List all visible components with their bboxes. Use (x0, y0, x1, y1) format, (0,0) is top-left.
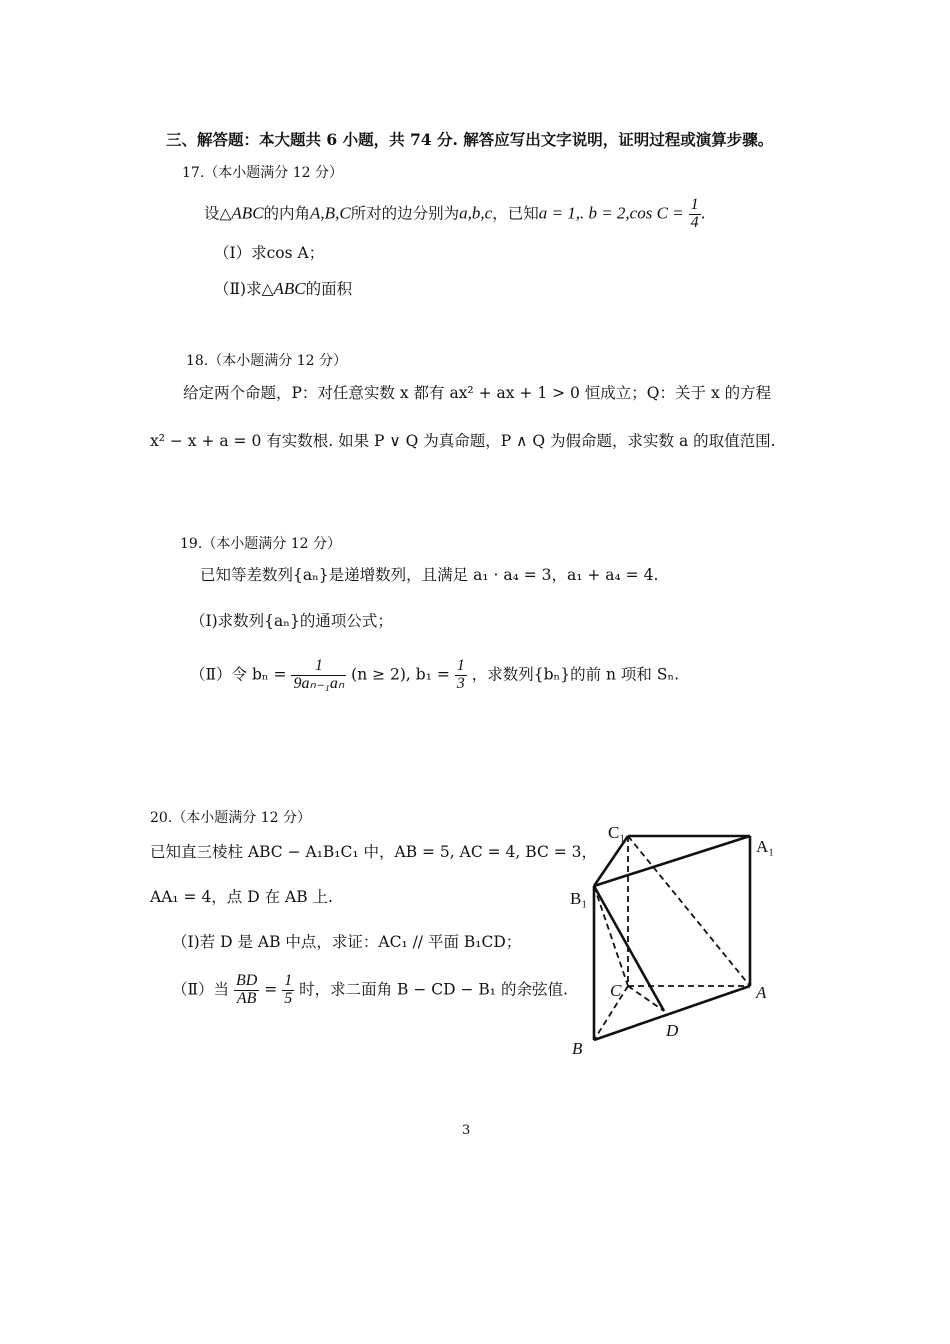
label-a1: A₁ (756, 837, 775, 856)
q17-fraction: $\frac{1}{4}$ (690, 196, 699, 231)
label-d: D (666, 1021, 679, 1040)
label-b1: B₁ (570, 889, 588, 908)
q20-fraction-bd-ab: $\frac{BD}{AB}$ (235, 972, 258, 1007)
hidden-edge-c-d (628, 986, 664, 1011)
label-b: B (572, 1039, 583, 1058)
q19-part2: （Ⅱ）令 bₙ = $\frac{1}{\text{9aₙ₋₁aₙ}}$ (n ≥ 2), b₁ = $\frac{1}{3}$ ，求数列{bₙ}的前 n 项和 Sₙ. (190, 657, 680, 692)
label-c1: C₁ (608, 823, 626, 842)
q18-line2: x² − x + a = 0 有实数根. 如果 P ∨ Q 为真命题，P ∧ Q 为假命题，求实数 a 的取值范围. (150, 432, 776, 450)
q20-line2: AA₁ = 4，点 D 在 AB 上. (150, 888, 333, 906)
q20-fraction-one-fifth: $\frac{1}{5}$ (284, 972, 293, 1007)
q17-part2: （Ⅱ)求△ABC的面积 (214, 279, 353, 298)
section-heading: 三、解答题：本大题共 6 小题，共 74 分. 解答应写出文字说明，证明过程或演算步骤。 (166, 130, 774, 149)
q19-title: 19.（本小题满分 12 分） (180, 536, 341, 552)
q17-title: 17.（本小题满分 12 分） (182, 165, 343, 181)
edge-b1-a1 (594, 836, 750, 886)
q17-part1: （Ⅰ）求cos A； (214, 244, 325, 262)
hidden-edge-c1-a (628, 836, 750, 986)
q19-fraction-b1: $\frac{1}{3}$ (456, 657, 465, 692)
q19-part1: （Ⅰ)求数列{aₙ}的通项公式； (190, 612, 393, 630)
prism-figure (560, 818, 790, 1058)
q20-line1: 已知直三棱柱 ABC − A₁B₁C₁ 中，AB = 5, AC = 4, BC = 3， (150, 843, 598, 861)
q17-stem: 设△ABC的内角A,B,C所对的边分别为a,b,c，已知a = 1,. b = 2,cos C = $\frac{1}{4}$ . (204, 196, 706, 231)
q20-part2: （Ⅱ）当 $\frac{BD}{AB}$ = $\frac{1}{5}$ 时，求二面角 B − CD − B₁ 的余弦值. (172, 972, 568, 1007)
q18-line1: 给定两个命题，P：对任意实数 x 都有 ax² + ax + 1 > 0 恒成立；Q：关于 x 的方程 (183, 384, 772, 402)
page-number: 3 (462, 1123, 471, 1138)
q20-part1: （Ⅰ)若 D 是 AB 中点，求证：AC₁ // 平面 B₁CD； (172, 933, 522, 951)
label-c: C (610, 981, 622, 1000)
label-a: A (756, 983, 767, 1002)
q20-title: 20.（本小题满分 12 分） (150, 810, 311, 826)
edge-b1-d (594, 886, 664, 1011)
q18-title: 18.（本小题满分 12 分） (186, 353, 347, 369)
edge-c1-b1 (594, 836, 628, 886)
q19-stem: 已知等差数列{aₙ}是递增数列，且满足 a₁ · a₄ = 3，a₁ + a₄ = 4. (200, 566, 659, 584)
q19-fraction-bn: $\frac{1}{\text{9aₙ₋₁aₙ}}$ (293, 657, 345, 692)
